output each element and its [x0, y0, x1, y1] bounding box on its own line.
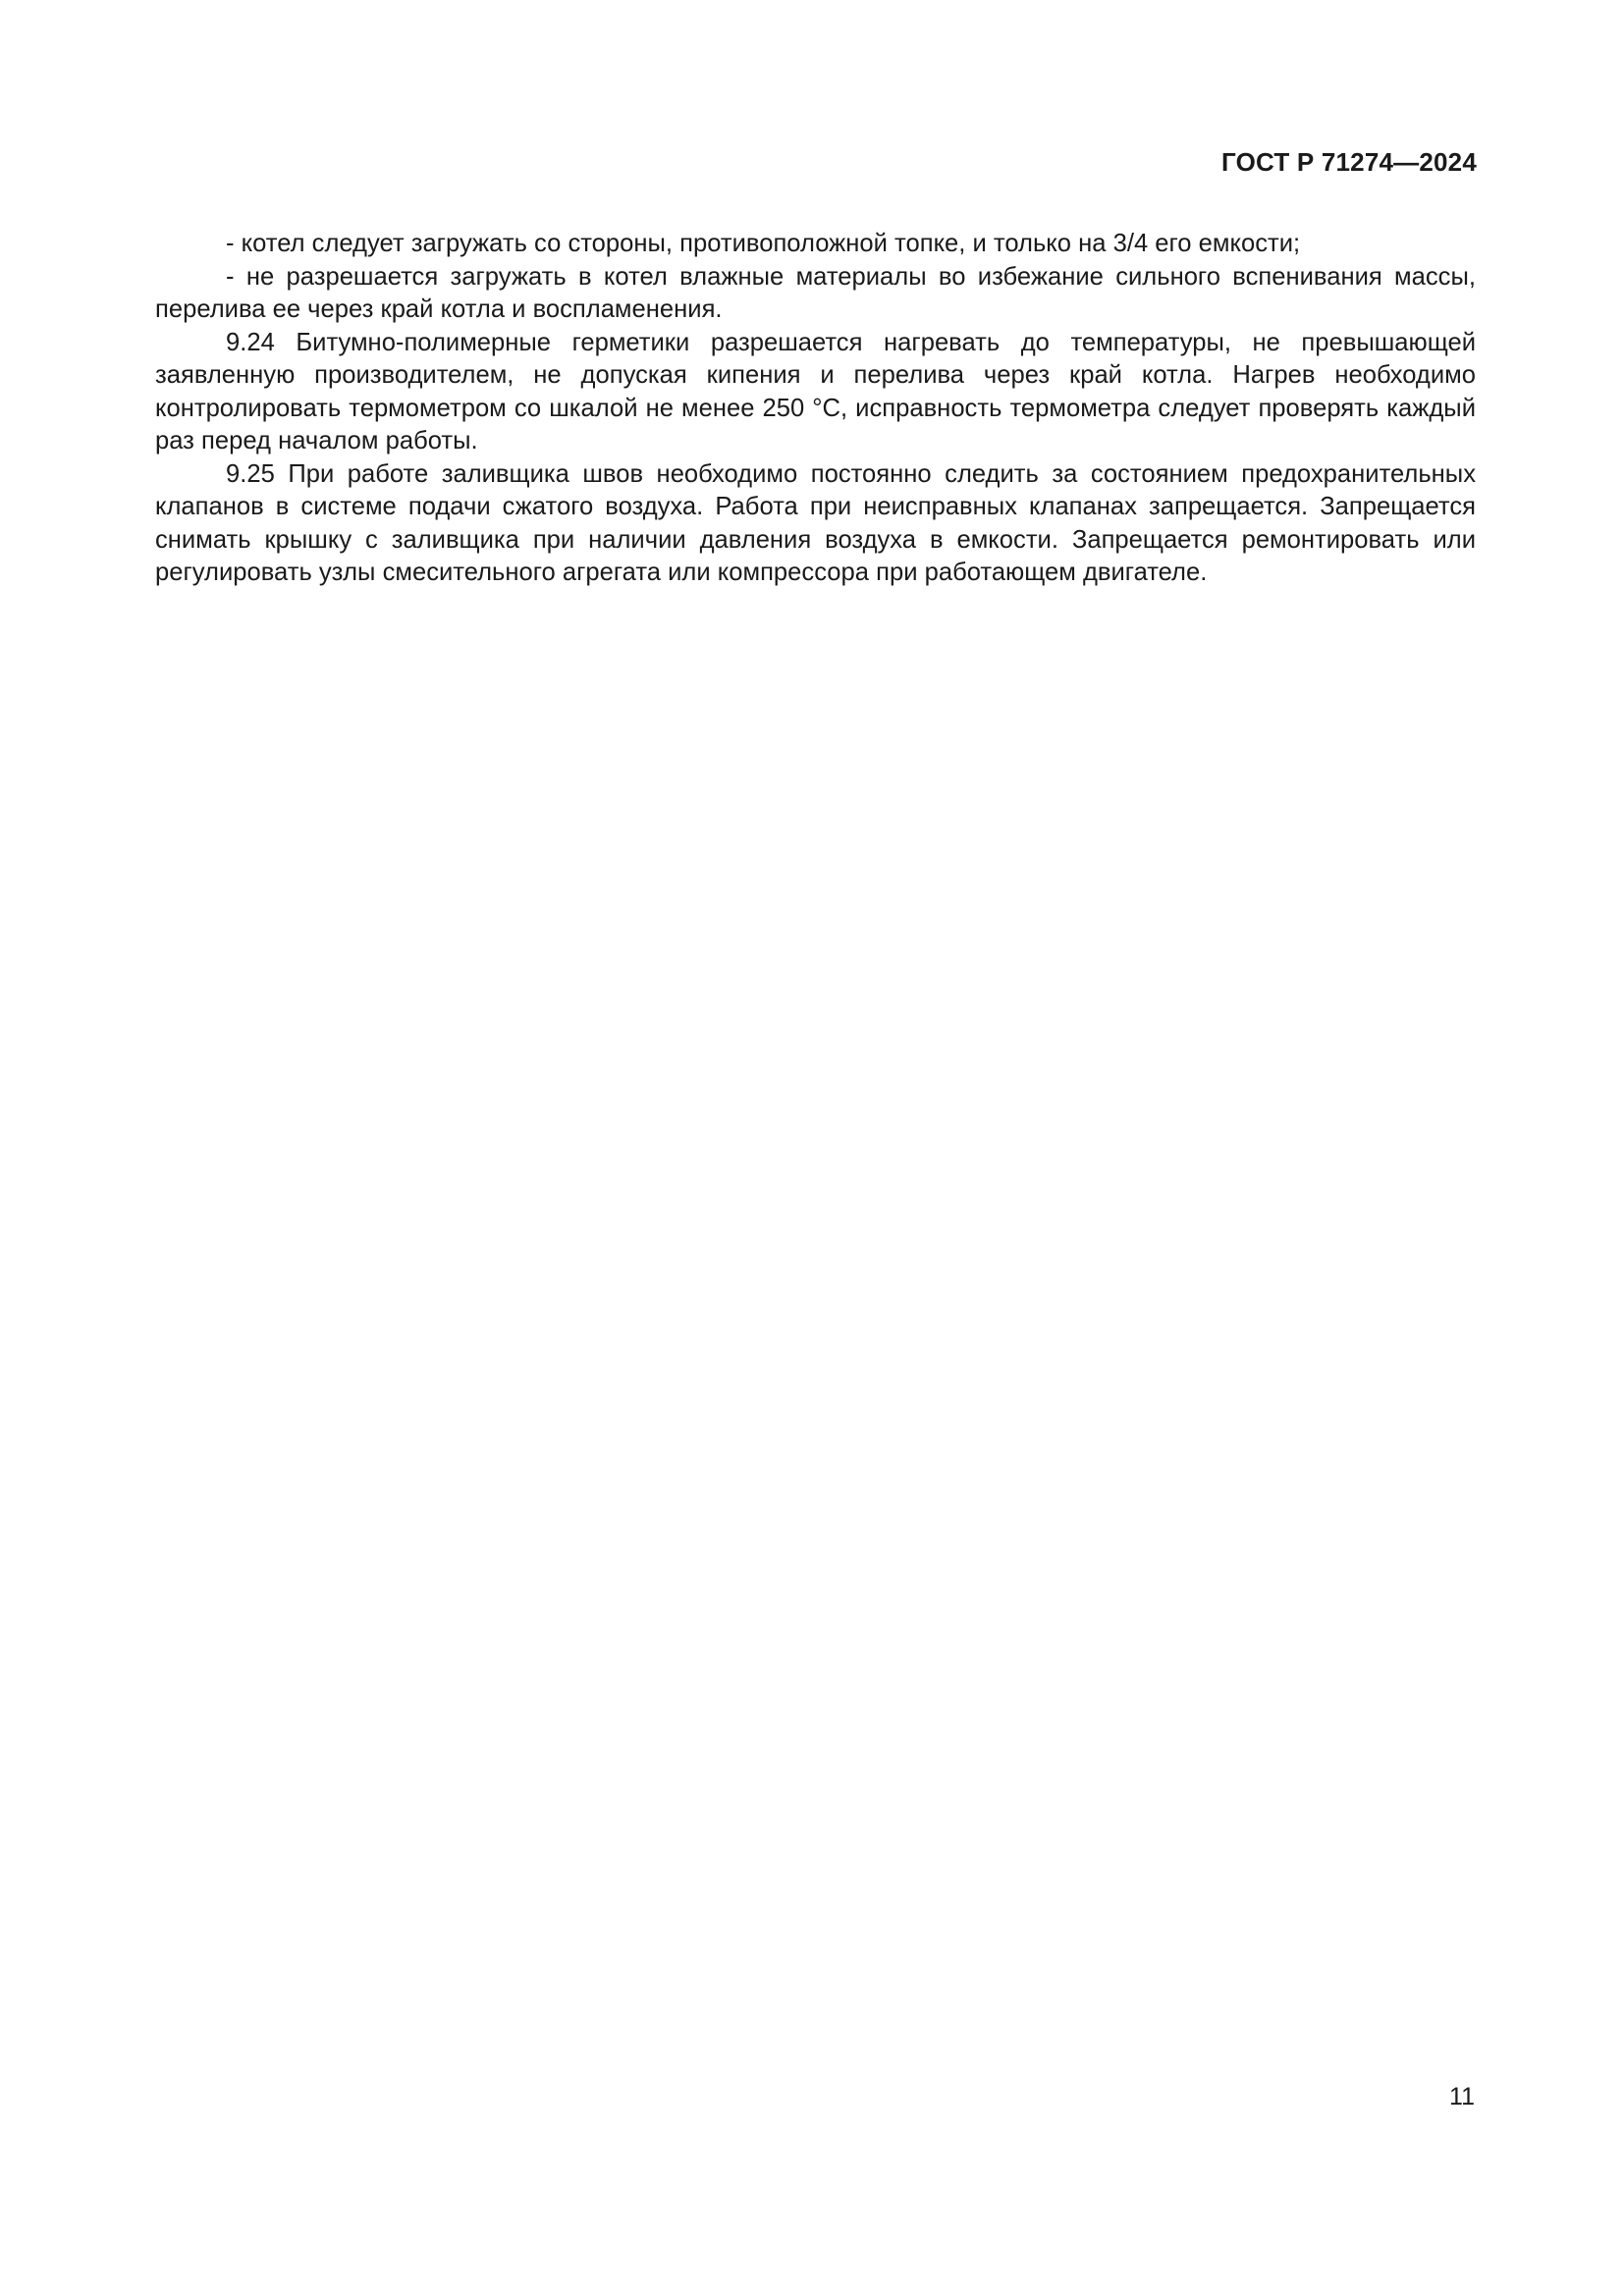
paragraph-bullet-wet-materials: - не разрешается загружать в котел влажные материалы во избежание сильного вспенивания массы, перелива ее через край котла и воспламенения.: [155, 262, 1476, 323]
paragraph-9-25: 9.25 При работе заливщика швов необходимо постоянно следить за состоянием предохранительных клапанов в системе подачи сжатого воздуха. Работа при неисправных клапанах запрещается. Запрещается снимать крышку с заливщика при наличии давления воздуха в емкости. Запрещается ремонтировать или регулировать узлы смесительного агрегата или компрессора при работающем двигателе.: [155, 459, 1476, 586]
paragraph-9-24: 9.24 Битумно-полимерные герметики разрешается нагревать до температуры, не превышающей заявленную производителем, не допуская кипения и перелива через край котла. Нагрев необходимо контролировать термометром со шкалой не менее 250 °С, исправность термометра следует проверять каждый раз перед началом работы.: [155, 328, 1476, 454]
page-number: 11: [1449, 2083, 1475, 2110]
document-header: ГОСТ Р 71274—2024: [1221, 147, 1477, 177]
paragraph-bullet-loading: - котел следует загружать со стороны, противоположной топке, и только на 3/4 его емкости;: [226, 230, 1301, 257]
document-body: [155, 228, 1476, 590]
